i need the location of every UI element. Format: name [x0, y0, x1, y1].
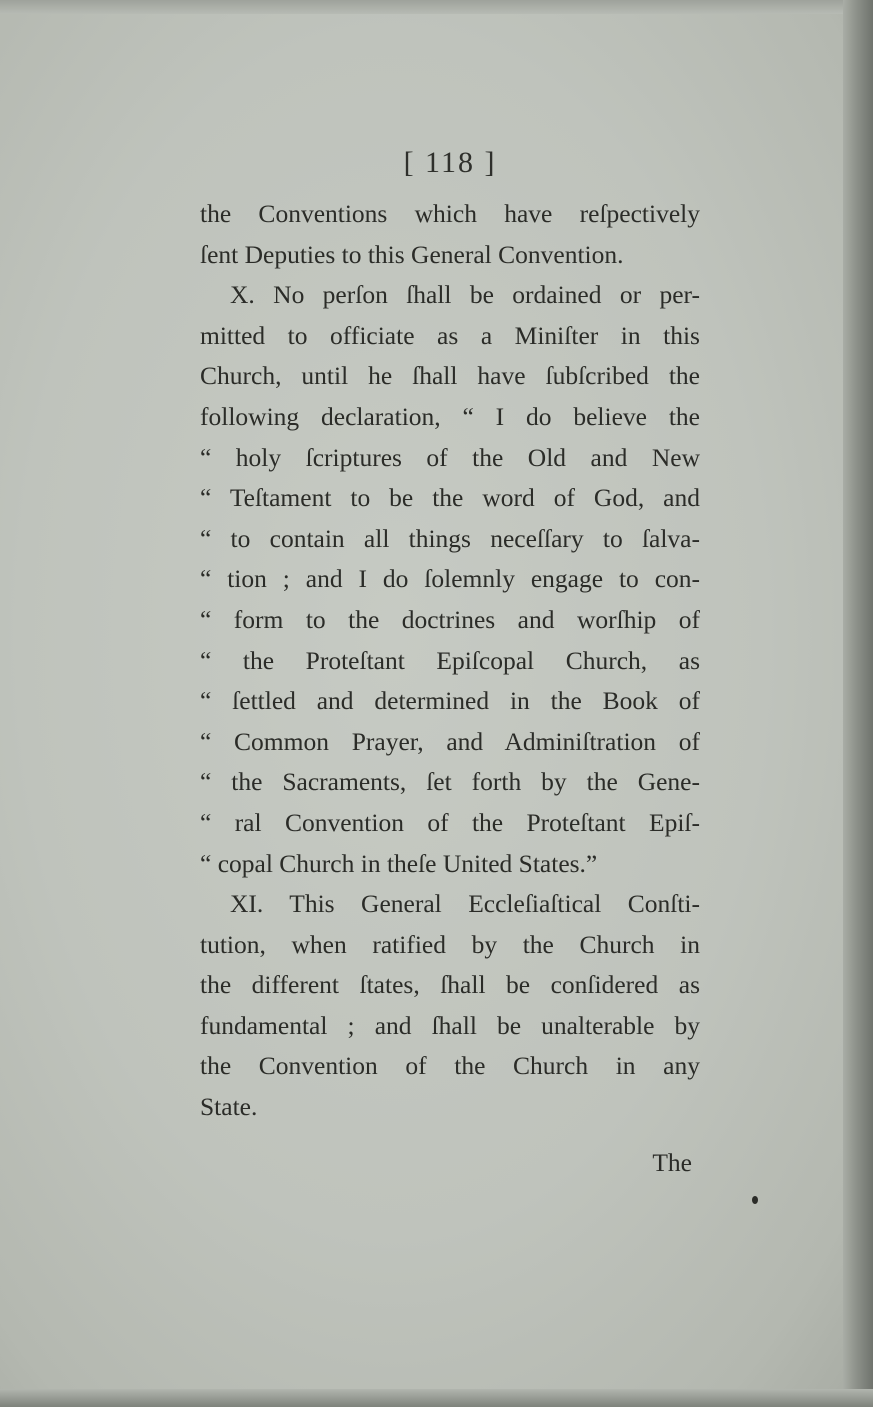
- text-line: the Conventions which have reſpectively: [200, 199, 700, 228]
- text-line: “ the Sacraments, ſet forth by the Gene-: [200, 767, 700, 797]
- text-line: XI. This General Eccleſiaſtical Conſti-: [230, 889, 700, 919]
- text-line: “ copal Church in theſe United States.”: [200, 848, 598, 878]
- text-line: the Convention of the Church in any: [200, 1051, 700, 1081]
- text-line: “ ral Convention of the Proteſtant Epiſ-: [200, 807, 700, 837]
- catchword: The: [652, 1148, 692, 1177]
- text-line: “ tion ; and I do ſolemnly engage to con-: [200, 564, 700, 594]
- text-line: “ holy ſcriptures of the Old and New: [200, 442, 700, 472]
- text-line: Church, until he ſhall have ſubſcribed the: [200, 361, 700, 391]
- text-line: “ ſettled and determined in the Book of: [200, 686, 700, 716]
- text-line: “ form to the doctrines and worſhip of: [200, 604, 700, 634]
- text-line: “ Common Prayer, and Adminiſtration of: [200, 726, 700, 756]
- text-line: ſent Deputies to this General Convention.: [200, 239, 624, 269]
- text-line: the different ſtates, ſhall be conſidered as: [200, 970, 700, 1000]
- text-line: tution, when ratified by the Church in: [200, 929, 700, 959]
- text-line: “ the Proteſtant Epiſcopal Church, as: [200, 645, 700, 675]
- text-line: State.: [200, 1092, 258, 1122]
- text-line: “ to contain all things neceſſary to ſalva-: [200, 523, 700, 553]
- text-line: following declaration, “ I do believe the: [200, 401, 700, 431]
- page-top-edge: [0, 0, 873, 14]
- text-line: fundamental ; and ſhall be unalterable by: [200, 1010, 700, 1040]
- ink-speck: [752, 1196, 758, 1204]
- text-line: “ Teſtament to be the word of God, and: [200, 483, 700, 513]
- page-bottom-edge: [0, 1389, 873, 1407]
- body-text: [200, 194, 700, 1128]
- text-line: X. No perſon ſhall be ordained or per-: [230, 280, 700, 310]
- text-line: mitted to officiate as a Miniſter in this: [200, 320, 700, 350]
- page-number: [ 118 ]: [403, 146, 497, 179]
- page-right-edge: [843, 0, 873, 1407]
